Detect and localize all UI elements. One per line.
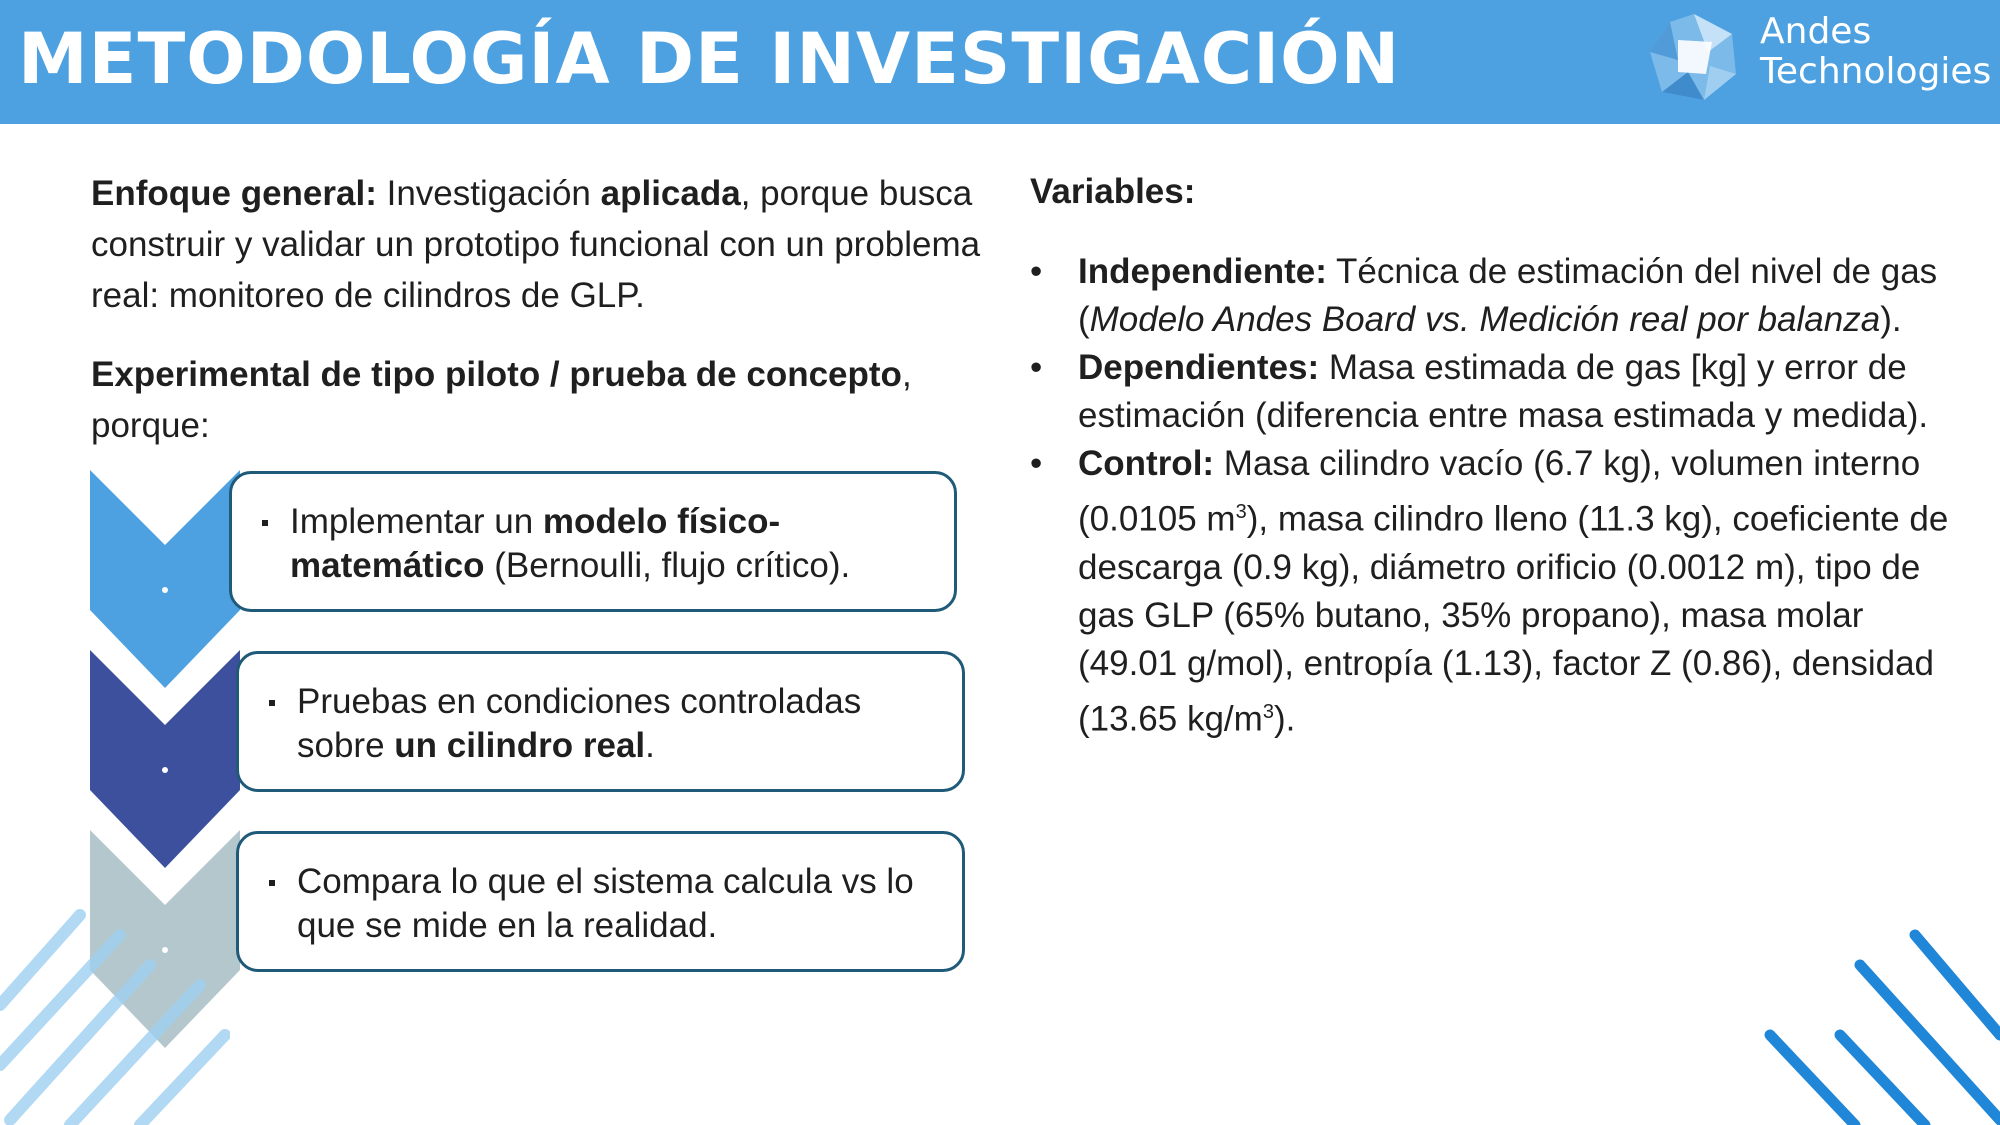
independiente-italic: Modelo Andes Board vs. Medición real por balanza — [1089, 300, 1881, 339]
step-box-1 — [229, 471, 957, 612]
control-label: Control: — [1078, 444, 1215, 483]
enfoque-label: Enfoque general: — [91, 174, 377, 213]
control-text1: Masa cilindro vacío (6.7 kg), volumen interno (0.0105 m — [1078, 444, 1921, 539]
step-item-2 — [257, 680, 942, 768]
variable-independiente — [1030, 248, 1960, 344]
step-1-post: (Bernoulli, flujo crítico). — [484, 546, 851, 585]
control-text3: ). — [1273, 699, 1296, 739]
decor-stripes-right-icon — [1760, 925, 2000, 1125]
enfoque-text1: Investigación — [376, 174, 601, 213]
header-bar — [0, 0, 2000, 124]
experimental-paragraph — [91, 349, 1001, 451]
dependientes-text: Masa estimada de gas [kg] y error de estimación (diferencia entre masa estimada y medida). — [1078, 348, 1929, 435]
right-column — [1030, 168, 1960, 743]
enfoque-text2: , porque busca construir y validar un prototipo funcional con un problema real: monitoreo de cilindros de GLP. — [91, 174, 981, 315]
logo-line1: Andes — [1760, 11, 1872, 52]
independiente-text1: Técnica de estimación del nivel de gas ( — [1078, 252, 1938, 339]
experimental-bold: Experimental de tipo piloto / prueba de concepto — [91, 355, 902, 394]
independiente-label: Independiente: — [1078, 252, 1327, 291]
step-1-bold: modelo físico-matemático — [290, 502, 781, 585]
step-item-3 — [257, 860, 942, 948]
step-box-2 — [236, 651, 965, 792]
step-2-pre: Pruebas en condiciones controladas sobre — [297, 682, 862, 765]
logo-line2: Technologies — [1760, 51, 1992, 92]
page-title: METODOLOGÍA DE INVESTIGACIÓN — [18, 18, 1401, 100]
independiente-text2: ). — [1880, 300, 1902, 339]
left-column — [91, 168, 1001, 451]
variables-heading: Variables: — [1030, 172, 1196, 211]
control-text2: ), masa cilindro lleno (11.3 kg), coeficiente de descarga (0.9 kg), diámetro orificio (0.0012 m), tipo de gas GLP (65% butano, 35% propano), masa molar (49.01 g/mol), entropía (1.13), factor Z (0.86), densidad (13.65 kg/m — [1078, 499, 1949, 739]
step-item-1 — [250, 500, 934, 588]
step-3-pre: Compara lo que el sistema calcula vs lo que se mide en la realidad. — [297, 862, 914, 945]
control-sup2: 3 — [1262, 700, 1274, 723]
variables-list — [1030, 248, 1960, 743]
step-1-pre: Implementar un — [290, 502, 543, 541]
dependientes-label: Dependientes: — [1078, 348, 1320, 387]
step-2-bold: un cilindro real — [394, 726, 646, 765]
variable-control — [1030, 440, 1960, 743]
enfoque-bold: aplicada — [600, 174, 741, 213]
enfoque-paragraph — [91, 168, 1001, 321]
step-2-post: . — [645, 726, 655, 765]
experimental-text: , porque: — [91, 355, 912, 445]
variable-dependientes — [1030, 344, 1960, 440]
control-sup1: 3 — [1235, 501, 1247, 523]
step-box-3 — [236, 831, 965, 972]
logo-wordmark — [1760, 12, 1991, 92]
decor-stripes-left-icon — [0, 905, 230, 1125]
andes-logo-icon — [1648, 12, 1740, 102]
